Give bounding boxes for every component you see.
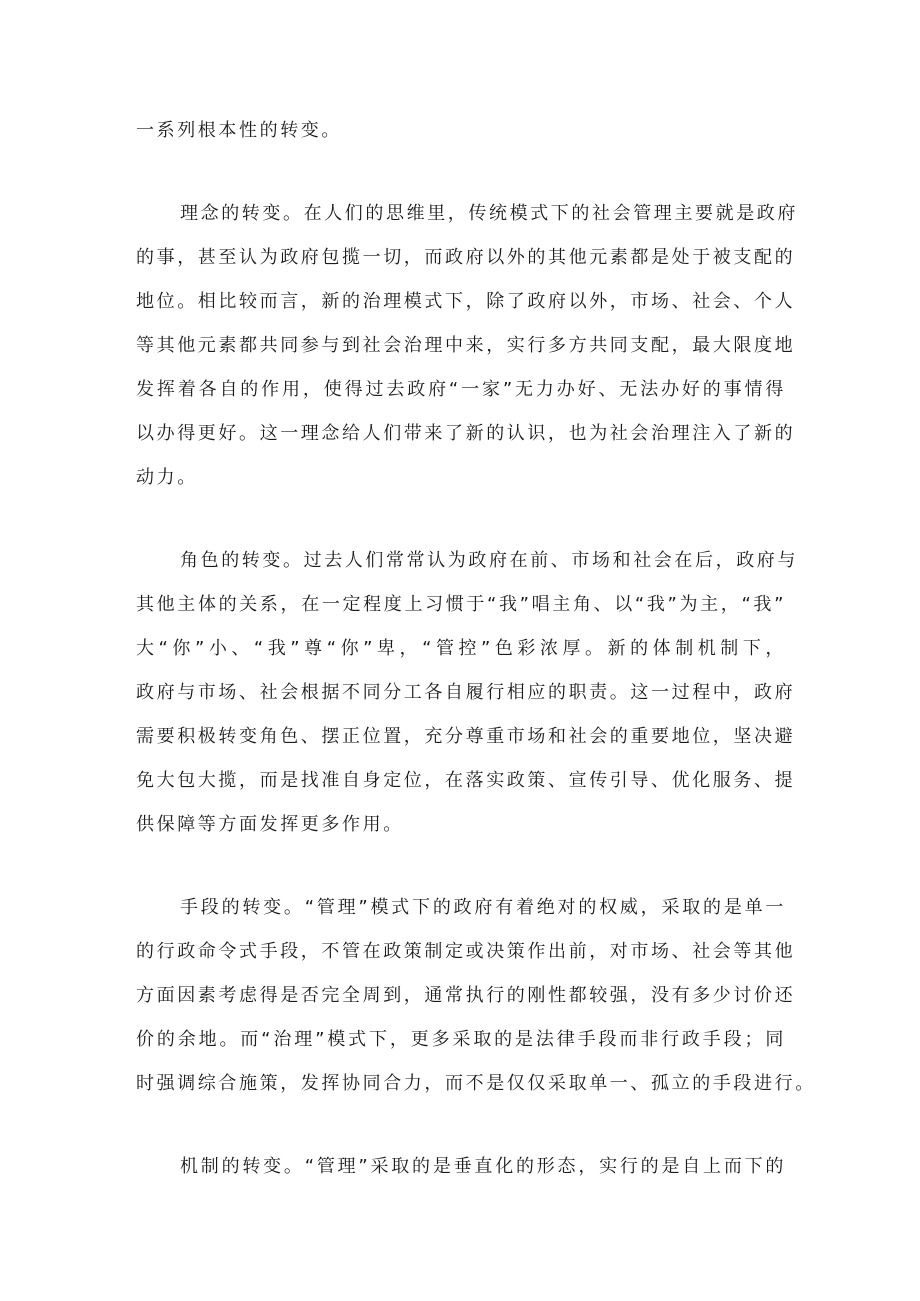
text-line: 的行政命令式手段，不管在政策制定或决策作出前，对市场、社会等其他 [136,941,796,962]
text-line: 其他主体的关系，在一定程度上习惯于“我”唱主角、以“我”为主，“我” [136,594,786,615]
text-line: 的事，甚至认为政府包揽一切，而政府以外的其他元素都是处于被支配的 [136,247,796,268]
text-line: 供保障等方面发挥更多作用。 [136,814,404,835]
paragraph-first-line: 机制的转变。“管理”采取的是垂直化的形态，实行的是自上而下的 [180,1156,786,1177]
text-line: 以办得更好。这一理念给人们带来了新的认识，也为社会治理注入了新的 [136,423,796,444]
text-line: 大“你”小、“我”尊“你”卑，“管控”色彩浓厚。新的体制机制下， [136,638,786,659]
text-line: 价的余地。而“治理”模式下，更多采取的是法律手段而非行政手段；同 [136,1029,786,1050]
text-line: 地位。相比较而言，新的治理模式下，除了政府以外，市场、社会、个人 [136,291,796,312]
text-line: 免大包大揽，而是找准自身定位，在落实政策、宣传引导、优化服务、提 [136,770,796,791]
text-line: 等其他元素都共同参与到社会治理中来，实行多方共同支配，最大限度地 [136,335,796,356]
text-line: 时强调综合施策，发挥协同合力，而不是仅仅采取单一、孤立的手段进行。 [136,1073,816,1094]
paragraph-first-line: 角色的转变。过去人们常常认为政府在前、市场和社会在后，政府与 [180,550,798,571]
paragraph-first-line: 手段的转变。“管理”模式下的政府有着绝对的权威，采取的是单一 [180,897,786,918]
text-line: 动力。 [136,467,198,488]
text-line: 发挥着各自的作用，使得过去政府“一家”无力办好、无法办好的事情得 [136,379,786,400]
text-line: 需要积极转变角色、摆正位置，充分尊重市场和社会的重要地位，坚决避 [136,726,796,747]
text-line: 方面因素考虑得是否完全周到，通常执行的刚性都较强，没有多少讨价还 [136,985,796,1006]
paragraph-first-line: 理念的转变。在人们的思维里，传统模式下的社会管理主要就是政府 [180,203,798,224]
text-line: 一系列根本性的转变。 [136,120,342,141]
text-line: 政府与市场、社会根据不同分工各自履行相应的职责。这一过程中，政府 [136,682,796,703]
